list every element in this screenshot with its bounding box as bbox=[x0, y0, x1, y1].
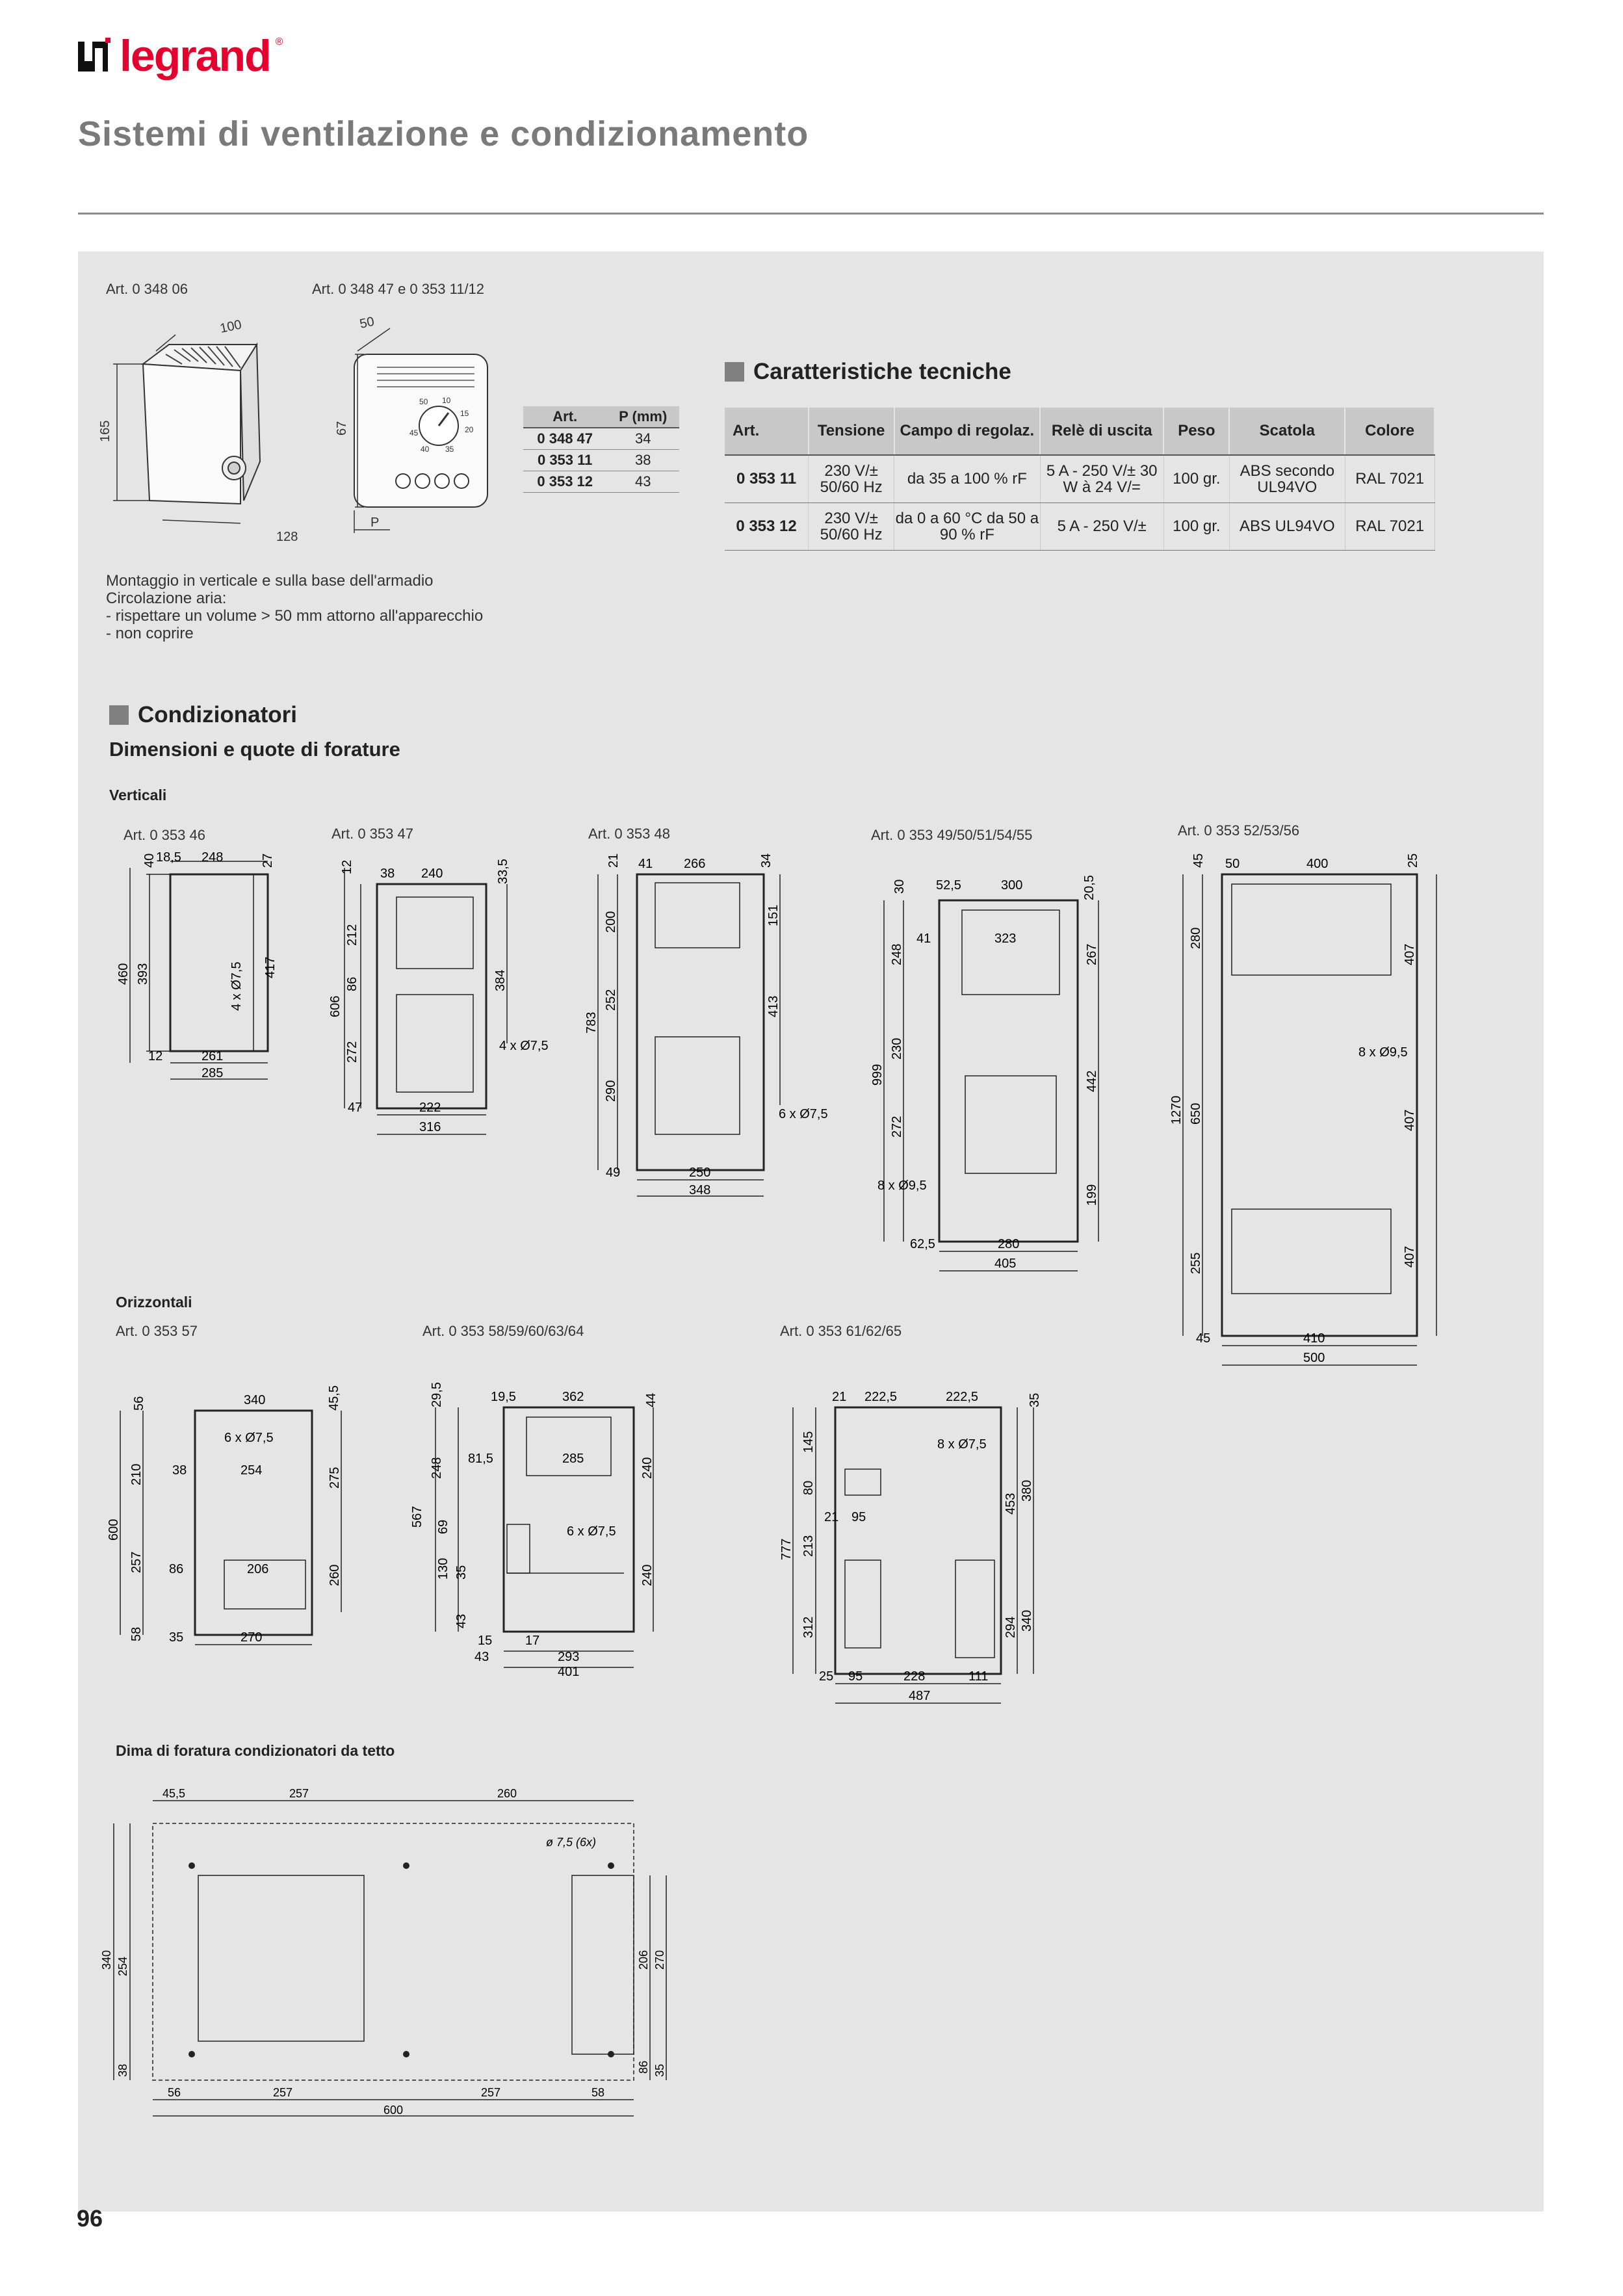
drawing-h1 bbox=[97, 1365, 370, 1664]
dim-100: 100 bbox=[218, 317, 243, 336]
dim-h3-d: 35 bbox=[1028, 1392, 1042, 1407]
drawing-roof-template bbox=[97, 1781, 695, 2145]
scale-15: 15 bbox=[460, 409, 469, 418]
dim-roof-j: 86 bbox=[637, 2060, 650, 2074]
dim-h2-a: 29,5 bbox=[430, 1382, 444, 1407]
dim-h1-p: 270 bbox=[240, 1630, 263, 1645]
dim-h2-k: 6 x Ø7,5 bbox=[567, 1524, 616, 1539]
dim-h2-e: 248 bbox=[430, 1457, 444, 1479]
dim-h3-o: 294 bbox=[1004, 1616, 1018, 1638]
dim-h1-i: 600 bbox=[107, 1519, 121, 1541]
dim-h1-g: 254 bbox=[240, 1463, 263, 1478]
dim-h1-o: 35 bbox=[169, 1630, 184, 1645]
dim-v5-h: 1270 bbox=[1169, 1095, 1184, 1125]
dim-roof-g: 206 bbox=[637, 1950, 650, 1970]
dim-h2-m: 35 bbox=[454, 1565, 469, 1580]
table-row bbox=[523, 450, 679, 471]
condizionatori-subtitle: Dimensioni e quote di forature bbox=[109, 738, 400, 761]
tech-cell: 5 A - 250 V/± bbox=[1040, 503, 1163, 551]
registered-mark: ® bbox=[275, 36, 283, 47]
dim-h3-q: 25 bbox=[819, 1669, 834, 1684]
dim-h1-e: 210 bbox=[129, 1463, 144, 1485]
dim-v5-i: 650 bbox=[1189, 1102, 1203, 1125]
legrand-logo-mark-icon bbox=[78, 38, 114, 74]
dim-h1-h: 275 bbox=[328, 1467, 342, 1489]
dim-roof-e: 340 bbox=[100, 1950, 113, 1970]
dim-v3-a: 21 bbox=[606, 853, 621, 868]
dim-h3-a: 21 bbox=[832, 1390, 847, 1404]
art-label-h3: Art. 0 353 61/62/65 bbox=[780, 1323, 902, 1339]
dim-h3-r: 95 bbox=[848, 1669, 863, 1684]
dim-v2-f: 606 bbox=[328, 995, 343, 1017]
dim-v4-g: 323 bbox=[994, 932, 1017, 946]
dim-h2-l: 130 bbox=[436, 1558, 450, 1580]
dim-v3-k: 6 x Ø7,5 bbox=[779, 1107, 828, 1121]
art-label-thermostat-left: Art. 0 348 06 bbox=[106, 281, 188, 297]
dim-v4-a: 30 bbox=[892, 879, 907, 894]
dim-v5-m: 45 bbox=[1196, 1331, 1211, 1346]
art-label-v1: Art. 0 353 46 bbox=[123, 827, 205, 843]
tech-header: Scatola bbox=[1229, 408, 1345, 455]
p-table-cell: 43 bbox=[606, 471, 679, 493]
dim-v2-h: 384 bbox=[493, 969, 508, 991]
dim-v2-g: 86 bbox=[345, 976, 359, 991]
dim-v5-l: 407 bbox=[1403, 1246, 1417, 1268]
dim-v2-b: 38 bbox=[380, 867, 395, 881]
mounting-notes bbox=[106, 572, 483, 642]
dim-v4-e: 248 bbox=[890, 943, 904, 965]
drawing-v2 bbox=[318, 848, 565, 1147]
dim-v3-l: 49 bbox=[606, 1166, 621, 1180]
dim-v3-m: 250 bbox=[689, 1166, 711, 1180]
dim-h1-m: 260 bbox=[328, 1564, 342, 1586]
drawing-v3 bbox=[572, 845, 832, 1209]
art-label-v4: Art. 0 353 49/50/51/54/55 bbox=[871, 827, 1033, 843]
p-table-header-art: Art. bbox=[523, 406, 606, 428]
dim-v5-d: 25 bbox=[1406, 853, 1420, 868]
scale-35: 35 bbox=[445, 445, 454, 454]
drawing-v1 bbox=[110, 848, 279, 1095]
dim-v1-g: 4 x Ø7,5 bbox=[229, 961, 244, 1011]
dim-h3-e: 145 bbox=[801, 1431, 816, 1453]
dim-v3-d: 34 bbox=[759, 853, 773, 868]
tech-cell: ABS UL94VO bbox=[1229, 503, 1345, 551]
dim-roof-d: ø 7,5 (6x) bbox=[546, 1836, 597, 1849]
tech-cell: da 0 a 60 °C da 50 a 90 % rF bbox=[894, 503, 1040, 551]
tech-cell: RAL 7021 bbox=[1345, 503, 1435, 551]
dim-roof-h: 270 bbox=[653, 1950, 666, 1970]
tech-header: Peso bbox=[1163, 408, 1229, 455]
dim-h2-c: 362 bbox=[562, 1390, 584, 1404]
p-table-header-p: P (mm) bbox=[606, 406, 679, 428]
dim-h2-i: 567 bbox=[410, 1506, 424, 1528]
dim-h3-t: 111 bbox=[968, 1669, 989, 1684]
dim-67: 67 bbox=[335, 421, 349, 436]
tech-cell: RAL 7021 bbox=[1345, 455, 1435, 503]
dim-v5-g: 8 x Ø9,5 bbox=[1358, 1045, 1408, 1060]
dim-h3-g: 80 bbox=[801, 1480, 816, 1495]
dim-v4-j: 230 bbox=[890, 1037, 904, 1060]
orizzontali-label: Orizzontali bbox=[116, 1294, 192, 1311]
dim-roof-n: 257 bbox=[481, 2086, 501, 2099]
scale-45: 45 bbox=[409, 428, 419, 437]
dim-v3-g: 783 bbox=[584, 1011, 599, 1034]
table-row bbox=[725, 455, 1435, 503]
dim-h2-r: 43 bbox=[474, 1650, 489, 1664]
dim-v4-k: 442 bbox=[1085, 1070, 1099, 1092]
dim-v1-b: 18,5 bbox=[156, 850, 181, 865]
dim-v4-b: 52,5 bbox=[936, 878, 961, 893]
p-table-cell: 0 353 11 bbox=[523, 450, 606, 471]
dim-v3-n: 348 bbox=[689, 1183, 711, 1197]
dim-h2-d: 44 bbox=[644, 1392, 658, 1407]
dim-v3-b: 41 bbox=[638, 857, 653, 871]
tech-cell: 0 353 12 bbox=[725, 503, 809, 551]
dim-v1-d: 27 bbox=[261, 853, 275, 868]
logo-wordmark: legrand bbox=[120, 31, 270, 81]
drawing-h2 bbox=[409, 1365, 702, 1677]
dim-v1-a: 40 bbox=[142, 853, 157, 868]
scale-40: 40 bbox=[421, 445, 430, 454]
dim-roof-m: 257 bbox=[273, 2086, 293, 2099]
dim-h1-n: 58 bbox=[129, 1626, 144, 1641]
dim-h3-u: 487 bbox=[909, 1689, 931, 1703]
drawing-h3 bbox=[767, 1365, 1066, 1729]
dim-h2-g: 285 bbox=[562, 1452, 584, 1466]
tech-header: Art. bbox=[725, 408, 809, 455]
dim-h3-k: 21 bbox=[824, 1510, 839, 1524]
condizionatori-title-text: Condizionatori bbox=[138, 702, 297, 727]
note-line: Montaggio in verticale e sulla base dell'armadio bbox=[106, 572, 434, 590]
dim-v3-f: 151 bbox=[766, 904, 781, 926]
dim-v4-h: 267 bbox=[1085, 943, 1099, 965]
dim-h3-i: 380 bbox=[1020, 1480, 1034, 1502]
dim-v1-k: 285 bbox=[201, 1066, 224, 1080]
p-table-cell: 0 348 47 bbox=[523, 428, 606, 450]
p-table-cell: 34 bbox=[606, 428, 679, 450]
dim-v4-l: 272 bbox=[890, 1115, 904, 1138]
dim-h2-o: 43 bbox=[454, 1613, 469, 1628]
tech-cell: 100 gr. bbox=[1163, 503, 1229, 551]
note-line: - rispettare un volume > 50 mm attorno all'apparecchio bbox=[106, 607, 484, 625]
dim-h2-p: 15 bbox=[478, 1634, 493, 1648]
dim-roof-f: 254 bbox=[116, 1956, 129, 1976]
dim-roof-a: 45,5 bbox=[162, 1787, 186, 1800]
dim-h3-l: 95 bbox=[851, 1510, 866, 1524]
dim-h3-m: 213 bbox=[801, 1535, 816, 1557]
dim-v5-k: 255 bbox=[1189, 1252, 1203, 1274]
dim-v5-f: 407 bbox=[1403, 943, 1417, 965]
dima-label: Dima di foratura condizionatori da tetto bbox=[116, 1742, 395, 1759]
page-number: 96 bbox=[77, 2205, 103, 2232]
dim-h3-f: 8 x Ø7,5 bbox=[937, 1437, 987, 1452]
art-label-v2: Art. 0 353 47 bbox=[331, 826, 413, 842]
note-line: Circolazione aria: bbox=[106, 590, 227, 607]
dim-v3-j: 290 bbox=[604, 1080, 618, 1102]
dim-v5-b: 50 bbox=[1225, 857, 1240, 871]
dim-v4-p: 280 bbox=[998, 1237, 1020, 1251]
tech-header: Campo di regolaz. bbox=[894, 408, 1040, 455]
dim-v1-f: 393 bbox=[136, 963, 150, 985]
dim-v4-d: 20,5 bbox=[1082, 875, 1097, 900]
dim-roof-o: 58 bbox=[591, 2086, 605, 2099]
dim-h1-j: 257 bbox=[129, 1551, 144, 1573]
dim-50: 50 bbox=[358, 314, 376, 332]
dim-h2-j: 69 bbox=[436, 1519, 450, 1534]
tech-header: Tensione bbox=[809, 408, 894, 455]
art-label-v3: Art. 0 353 48 bbox=[588, 826, 670, 842]
drawing-v5 bbox=[1157, 845, 1430, 1378]
dim-h1-d: 6 x Ø7,5 bbox=[224, 1431, 274, 1445]
dim-v2-l: 222 bbox=[419, 1101, 441, 1115]
dim-v5-j: 407 bbox=[1403, 1109, 1417, 1131]
condizionatori-title bbox=[109, 702, 297, 728]
dim-h1-c: 45,5 bbox=[327, 1385, 341, 1411]
dim-h1-a: 56 bbox=[132, 1396, 146, 1411]
dim-v1-h: 417 bbox=[263, 956, 278, 978]
dim-v2-c: 240 bbox=[421, 867, 443, 881]
dim-128: 128 bbox=[276, 530, 298, 544]
p-table-cell: 0 353 12 bbox=[523, 471, 606, 493]
dim-v4-m: 8 x Ø9,5 bbox=[877, 1179, 927, 1193]
table-row bbox=[523, 428, 679, 450]
tech-header: Colore bbox=[1345, 408, 1435, 455]
dim-v2-i: 272 bbox=[345, 1041, 359, 1063]
dim-v5-o: 500 bbox=[1303, 1351, 1325, 1365]
dim-roof-b: 257 bbox=[289, 1787, 309, 1800]
dim-h2-b: 19,5 bbox=[491, 1390, 516, 1404]
tech-section-title bbox=[725, 359, 1011, 385]
dim-v3-i: 413 bbox=[766, 995, 781, 1017]
dim-v4-o: 62,5 bbox=[910, 1237, 935, 1251]
dim-v3-c: 266 bbox=[684, 857, 706, 871]
dim-h1-b: 340 bbox=[244, 1393, 266, 1407]
drawing-v4 bbox=[858, 845, 1131, 1294]
legrand-logo bbox=[78, 31, 283, 81]
section-square-icon bbox=[725, 362, 744, 382]
dim-v5-e: 280 bbox=[1189, 927, 1203, 949]
dim-v2-d: 33,5 bbox=[496, 859, 510, 884]
dim-v3-e: 200 bbox=[604, 911, 618, 933]
dim-roof-i: 38 bbox=[116, 2063, 129, 2077]
dim-v5-n: 410 bbox=[1303, 1331, 1325, 1346]
dim-v2-a: 12 bbox=[340, 859, 354, 874]
tech-cell: 5 A - 250 V/± 30 W à 24 V/= bbox=[1040, 455, 1163, 503]
tech-cell: 100 gr. bbox=[1163, 455, 1229, 503]
product-illustrations bbox=[98, 306, 526, 553]
dim-v1-e: 460 bbox=[116, 963, 131, 985]
section-square-icon bbox=[109, 705, 129, 725]
table-row bbox=[523, 471, 679, 493]
dim-v1-c: 248 bbox=[201, 850, 224, 865]
dim-h2-s: 293 bbox=[558, 1650, 580, 1664]
dim-v2-k: 47 bbox=[348, 1101, 363, 1115]
dim-roof-p: 600 bbox=[383, 2104, 404, 2117]
dim-h2-h: 240 bbox=[640, 1457, 655, 1479]
dim-h3-j: 777 bbox=[779, 1538, 794, 1560]
p-table-cell: 38 bbox=[606, 450, 679, 471]
dim-v5-c: 400 bbox=[1306, 857, 1329, 871]
dim-h3-n: 312 bbox=[801, 1616, 816, 1638]
dim-h1-k: 86 bbox=[169, 1562, 184, 1576]
dim-h1-f: 38 bbox=[172, 1463, 187, 1478]
dim-v2-m: 316 bbox=[419, 1120, 441, 1134]
art-label-h1: Art. 0 353 57 bbox=[116, 1323, 198, 1339]
dim-h2-n: 240 bbox=[640, 1564, 655, 1586]
dim-v4-n: 199 bbox=[1085, 1184, 1099, 1206]
dim-h2-f: 81,5 bbox=[468, 1452, 493, 1466]
dim-P: P bbox=[370, 515, 380, 530]
art-label-v5: Art. 0 353 52/53/56 bbox=[1178, 822, 1300, 839]
p-table bbox=[523, 406, 679, 493]
tech-cell: 230 V/± 50/60 Hz bbox=[809, 455, 894, 503]
dim-v4-f: 41 bbox=[916, 932, 931, 946]
dim-roof-k: 35 bbox=[653, 2063, 666, 2077]
art-label-h2: Art. 0 353 58/59/60/63/64 bbox=[422, 1323, 584, 1339]
verticali-label: Verticali bbox=[109, 787, 167, 803]
dim-h2-t: 401 bbox=[558, 1665, 580, 1679]
art-label-thermostat-right: Art. 0 348 47 e 0 353 11/12 bbox=[312, 281, 485, 297]
note-line: - non coprire bbox=[106, 625, 194, 642]
dim-roof-c: 260 bbox=[497, 1787, 517, 1800]
dim-v4-c: 300 bbox=[1001, 878, 1023, 893]
dim-v1-i: 12 bbox=[148, 1049, 163, 1063]
tech-header: Relè di uscita bbox=[1040, 408, 1163, 455]
tech-cell: 230 V/± 50/60 Hz bbox=[809, 503, 894, 551]
dim-v2-e: 212 bbox=[345, 924, 359, 946]
dim-h1-l: 206 bbox=[247, 1562, 269, 1576]
dim-h3-c: 222,5 bbox=[946, 1390, 979, 1404]
dim-165: 165 bbox=[98, 420, 112, 442]
dim-roof-l: 56 bbox=[168, 2086, 181, 2099]
tech-cell: da 35 a 100 % rF bbox=[894, 455, 1040, 503]
scale-20: 20 bbox=[465, 425, 474, 434]
scale-50: 50 bbox=[419, 397, 428, 406]
tech-cell: ABS secondo UL94VO bbox=[1229, 455, 1345, 503]
dim-v1-j: 261 bbox=[201, 1049, 224, 1063]
tech-table bbox=[725, 408, 1435, 551]
tech-title-text: Caratteristiche tecniche bbox=[753, 359, 1011, 384]
page-title: Sistemi di ventilazione e condizionamento bbox=[78, 114, 809, 153]
dim-v3-h: 252 bbox=[604, 989, 618, 1011]
dim-h3-s: 228 bbox=[903, 1669, 926, 1684]
dim-h3-h: 453 bbox=[1004, 1493, 1018, 1515]
table-row bbox=[725, 503, 1435, 551]
dim-h3-p: 340 bbox=[1020, 1610, 1034, 1632]
dim-h3-b: 222,5 bbox=[864, 1390, 898, 1404]
dim-v4-q: 405 bbox=[994, 1257, 1017, 1271]
title-rule bbox=[78, 213, 1544, 215]
tech-cell: 0 353 11 bbox=[725, 455, 809, 503]
dim-v5-a: 45 bbox=[1191, 853, 1206, 868]
dim-v4-i: 999 bbox=[870, 1063, 885, 1086]
scale-10: 10 bbox=[442, 396, 451, 405]
dim-v2-j: 4 x Ø7,5 bbox=[499, 1039, 549, 1053]
dim-h2-q: 17 bbox=[525, 1634, 540, 1648]
